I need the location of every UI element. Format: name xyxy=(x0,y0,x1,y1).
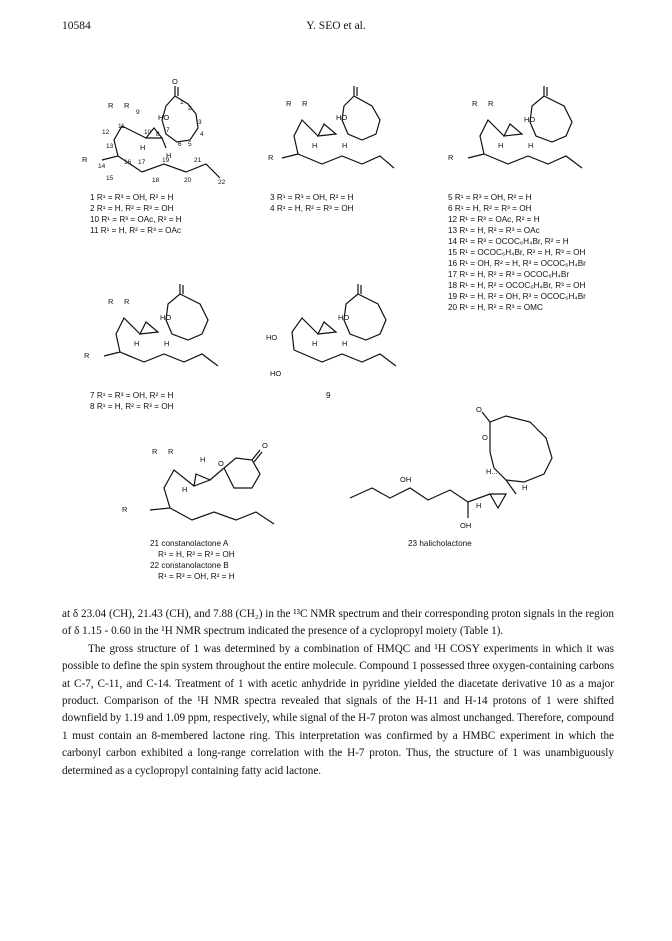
h-label: H xyxy=(140,143,146,152)
carbon-number-10: 10 xyxy=(144,129,152,136)
r2-label: R xyxy=(168,447,174,456)
compound-entry: 2 R¹ = H, R² = R³ = OH xyxy=(90,204,174,213)
compound-entry: 8 R¹ = H, R² = R³ = OH xyxy=(90,402,174,411)
compound-entry: 20 R¹ = H, R² = R³ = OMC xyxy=(448,303,543,312)
hydroxyl-label: OH xyxy=(400,475,412,484)
compound-entry: 15 R¹ = OCOC₆H₄Br, R² = H, R³ = OH xyxy=(448,248,586,257)
ring-oxygen-label: HO xyxy=(336,113,348,122)
structure-compounds-21-22 xyxy=(122,438,282,528)
h-label-2: H xyxy=(164,339,170,348)
compound-list-21-22 xyxy=(150,538,235,582)
carbon-number-7: 7 xyxy=(166,127,170,134)
r3-label: R xyxy=(84,351,90,360)
ring-oxygen-label: HO xyxy=(158,113,170,122)
r1-label: R xyxy=(472,99,478,108)
h-label-2: H xyxy=(166,151,172,160)
running-head: Y. SEO et al. xyxy=(306,20,366,32)
compound-list-7-8 xyxy=(90,390,173,412)
r1-label: R xyxy=(108,297,114,306)
carbon-number-8: 8 xyxy=(156,131,160,138)
structure-compound-9 xyxy=(262,282,402,382)
h-label-2: H xyxy=(528,141,534,150)
carbon-number-14: 14 xyxy=(98,163,106,170)
compound-entry: 13 R¹ = H, R² = R³ = OAc xyxy=(448,226,540,235)
paragraph-2: The gross structure of 1 was determined by a combination of HMQC and ¹H COSY experiments in which it was possible to define the spin system throughout the entire molecule. Compound 1 possessed three oxygen-containing carbons at C-7, C-11, and C-14. Treatment of 1 with acetic anhydride in pyridine yielded the diacetate derivative 10 as a major product. Comparison of the ¹H NMR spectra revealed that signals of the H-11 and H-14 protons of 1 were shifted downfield by 1.19 and 1.09 ppm, respectively, while signal of the H-7 proton was almost unchanged. Therefore, compound 1 must contain an 8-membered lactone ring. This interpretation was confirmed by a HMBC experiment in which the carbonyl carbon exhibited a long-range correlation with the H-7 proton. Thus, the structure of 1 was unambiguously determined as a cyclopropyl containing fatty acid lactone. xyxy=(62,642,614,777)
carbon-number-21: 21 xyxy=(194,157,202,164)
compound-list-1-2-10-11 xyxy=(90,192,182,236)
body-text xyxy=(62,606,614,780)
carbon-number-1: 1 xyxy=(180,99,184,106)
hydroxyl-label-2: OH xyxy=(460,521,472,530)
carbonyl-oxygen-label: O xyxy=(476,405,482,414)
r2-label: R xyxy=(124,297,130,306)
structure-compounds-5-20 xyxy=(448,84,588,174)
r2-label: R xyxy=(302,99,308,108)
r2-label: R xyxy=(488,99,494,108)
compound-entry: 11 R¹ = H, R² = R³ = OAc xyxy=(90,226,182,235)
carbon-number-16: 16 xyxy=(124,159,132,166)
r3-label: R xyxy=(448,153,454,162)
compound-entry: R¹ = H, R² = R³ = OH xyxy=(158,550,235,559)
carbon-number-4: 4 xyxy=(200,131,204,138)
h-dot-label: H... xyxy=(486,467,498,476)
compound-entry: 6 R¹ = H, R² = R³ = OH xyxy=(448,204,532,213)
carbon-number-17: 17 xyxy=(138,159,146,166)
compound-entry: 9 xyxy=(326,391,331,400)
compound-entry: 21 constanolactone A xyxy=(150,539,229,548)
structure-compounds-7-8 xyxy=(84,282,224,372)
carbon-number-6: 6 xyxy=(178,141,182,148)
ring-oxygen-label: O xyxy=(482,433,488,442)
r3-label: R xyxy=(82,155,88,164)
hydroxyl-label: HO xyxy=(266,333,278,342)
carbonyl-oxygen-label: O xyxy=(262,441,268,450)
compound-entry: 18 R¹ = H, R² = OCOC₆H₄Br, R³ = OH xyxy=(448,281,586,290)
compound-entry: 23 halicholactone xyxy=(408,539,472,548)
carbon-number-11: 11 xyxy=(118,123,125,130)
h-label: H xyxy=(134,339,140,348)
ring-oxygen-label: O xyxy=(218,459,224,468)
r1-label: R xyxy=(286,99,292,108)
h-label: H xyxy=(498,141,504,150)
compound-list-3-4 xyxy=(270,192,353,214)
compound-entry: 1 R¹ = R³ = OH, R² = H xyxy=(90,193,174,202)
structure-compounds-3-4 xyxy=(268,84,398,174)
h-label: H xyxy=(312,339,318,348)
carbon-number-15: 15 xyxy=(106,175,114,182)
r2-label: R xyxy=(124,101,130,110)
h-label-2: H xyxy=(476,501,482,510)
compound-entry: 12 R¹ = R³ = OAc, R² = H xyxy=(448,215,540,224)
h-label-2: H xyxy=(342,141,348,150)
carbon-number-9: 9 xyxy=(136,109,140,116)
compound-entry: 7 R¹ = R³ = OH, R² = H xyxy=(90,391,174,400)
compound-entry: 22 constanolactone B xyxy=(150,561,229,570)
compound-entry: 10 R¹ = R³ = OAc, R² = H xyxy=(90,215,182,224)
carbon-number-13: 13 xyxy=(106,143,114,150)
paragraph-1: at δ 23.04 (CH), 21.43 (CH), and 7.88 (CH₂) in the ¹³C NMR spectrum and their corresponding proton signals in the region of δ 1.15 - 0.60 in the ¹H NMR spectrum indicated the presence of a cyclopropyl moiety (Table 1). xyxy=(62,608,614,638)
r3-label: R xyxy=(122,505,128,514)
carbon-number-12: 12 xyxy=(102,129,110,136)
ring-oxygen-label: HO xyxy=(338,313,350,322)
compound-entry: R¹ = R³ = OH, R² = H xyxy=(158,572,235,581)
carbon-number-5: 5 xyxy=(188,141,192,148)
compound-list-5-20 xyxy=(448,192,586,313)
carbon-number-18: 18 xyxy=(152,177,160,184)
carbonyl-oxygen-label: O xyxy=(172,77,178,86)
ring-oxygen-label: HO xyxy=(524,115,536,124)
page-number: 10584 xyxy=(62,20,91,32)
h-label: H xyxy=(522,483,528,492)
compound-label-23 xyxy=(408,538,472,549)
compound-entry: 3 R¹ = R³ = OH, R² = H xyxy=(270,193,354,202)
compound-entry: 16 R¹ = OH, R² = H, R³ = OCOC₆H₄Br xyxy=(448,259,586,268)
compound-entry: 5 R¹ = R³ = OH, R² = H xyxy=(448,193,532,202)
ring-oxygen-label: HO xyxy=(160,313,172,322)
h-label: H xyxy=(200,455,206,464)
h-label: H xyxy=(312,141,318,150)
compound-entry: 19 R¹ = H, R² = OH, R³ = OCOC₆H₄Br xyxy=(448,292,586,301)
r3-label: R xyxy=(268,153,274,162)
r1-label: R xyxy=(108,101,114,110)
carbon-number-3: 3 xyxy=(198,119,202,126)
carbon-number-20: 20 xyxy=(184,177,192,184)
compound-label-9 xyxy=(326,390,331,401)
carbon-number-19: 19 xyxy=(162,157,170,164)
carbon-number-22: 22 xyxy=(218,179,226,186)
h-label-2: H xyxy=(342,339,348,348)
hydroxyl-label-2: HO xyxy=(270,369,282,378)
compound-entry: 17 R¹ = H, R² = R³ = OCOC₆H₄Br xyxy=(448,270,570,279)
r1-label: R xyxy=(152,447,158,456)
carbon-number-2: 2 xyxy=(188,105,192,112)
compound-entry: 4 R¹ = H, R² = R³ = OH xyxy=(270,204,354,213)
structure-compound-1 xyxy=(82,77,232,186)
compound-entry: 14 R¹ = R³ = OCOC₆H₄Br, R² = H xyxy=(448,237,569,246)
structure-halicholactone xyxy=(340,405,610,530)
h-label-2: H xyxy=(182,485,188,494)
